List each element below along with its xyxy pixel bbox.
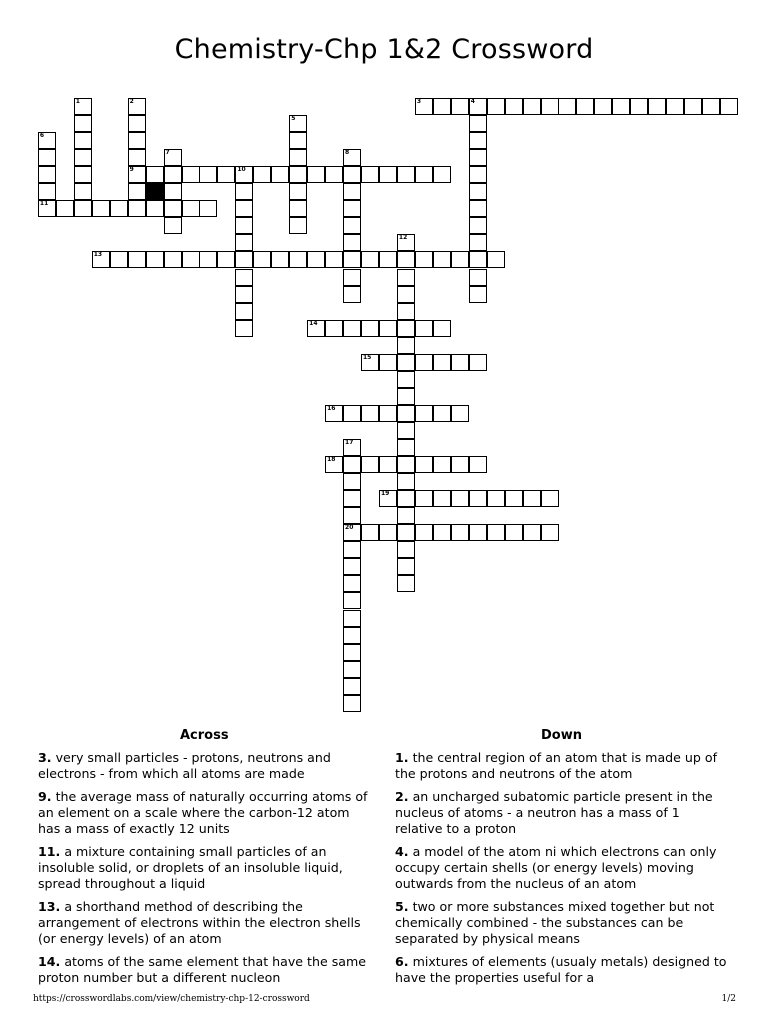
grid-cell[interactable]: [361, 456, 379, 473]
clue-number: 7: [165, 149, 170, 157]
grid-cell[interactable]: [469, 490, 487, 507]
clue-number: 5: [291, 115, 296, 123]
grid-cell[interactable]: [361, 320, 379, 337]
clue-number: 18: [327, 456, 336, 464]
grid-cell[interactable]: [128, 200, 146, 217]
clue-item: 11. a mixture containing small particles of an insoluble solid, or droplets of an insoluble liquid, spread throughout a liquid: [38, 844, 343, 891]
grid-cell[interactable]: [289, 251, 307, 268]
grid-cell[interactable]: [397, 524, 415, 541]
grid-cell[interactable]: [361, 405, 379, 422]
grid-cell[interactable]: [415, 354, 433, 371]
grid-cell[interactable]: [433, 320, 451, 337]
page-number: 1/2: [721, 994, 736, 1004]
grid-cell[interactable]: [451, 98, 469, 115]
grid-cell[interactable]: [523, 490, 541, 507]
grid-cell[interactable]: [397, 251, 415, 268]
clue-number: 17: [345, 439, 354, 446]
grid-cell[interactable]: [343, 524, 361, 541]
grid-cell[interactable]: [253, 166, 271, 183]
clue-number: 4: [470, 98, 475, 105]
grid-cell[interactable]: [325, 320, 343, 337]
grid-cell[interactable]: [630, 98, 648, 115]
footer-url[interactable]: https://crosswordlabs.com/view/chemistry-chp-12-crossword: [33, 994, 310, 1004]
grid-cell[interactable]: [235, 269, 253, 286]
grid-cell[interactable]: [469, 115, 487, 132]
grid-cell[interactable]: [379, 354, 397, 371]
grid-cell[interactable]: [523, 524, 541, 541]
grid-cell[interactable]: [235, 320, 253, 337]
clue-number: 11: [39, 200, 49, 208]
grid-cell[interactable]: [469, 217, 487, 234]
grid-cell[interactable]: [343, 405, 361, 422]
clue-number: 9: [129, 166, 134, 174]
clue-item: 1. the central region of an atom that is made up of the protons and neutrons of the atom: [395, 750, 718, 781]
grid-cell[interactable]: [325, 166, 343, 183]
grid-cell[interactable]: [469, 456, 487, 473]
grid-cell[interactable]: [182, 200, 200, 217]
grid-cell[interactable]: [235, 234, 253, 251]
grid-cell[interactable]: [110, 200, 128, 217]
grid-cell[interactable]: [397, 507, 415, 524]
grid-cell[interactable]: [397, 490, 415, 507]
clue-item: 6. mixtures of elements (usualy metals) designed to have the properties useful for a: [395, 954, 727, 985]
grid-cell[interactable]: [289, 115, 307, 132]
grid-cell[interactable]: [343, 644, 361, 661]
grid-cell[interactable]: [469, 132, 487, 149]
clue-number: 20: [345, 524, 354, 532]
grid-cell[interactable]: [397, 388, 415, 405]
grid-cell[interactable]: [289, 200, 307, 217]
grid-cell[interactable]: [487, 524, 505, 541]
grid-cell[interactable]: [415, 320, 433, 337]
clue-number: 19: [380, 490, 390, 498]
grid-cell[interactable]: [433, 490, 451, 507]
clue-number: 16: [327, 404, 336, 412]
grid-cell[interactable]: [343, 610, 361, 627]
grid-cell[interactable]: [505, 98, 523, 115]
grid-cell[interactable]: [541, 524, 559, 541]
grid-cell[interactable]: [451, 490, 469, 507]
grid-cell[interactable]: [397, 371, 415, 388]
across-clue-list: [38, 750, 373, 993]
grid-cell[interactable]: [307, 166, 325, 183]
grid-cell[interactable]: [146, 200, 164, 217]
grid-cell[interactable]: [343, 490, 361, 507]
grid-cell[interactable]: [343, 286, 361, 303]
grid-cell[interactable]: [92, 251, 110, 268]
grid-cell[interactable]: [128, 183, 146, 200]
grid-cell[interactable]: [415, 490, 433, 507]
grid-cell[interactable]: [164, 149, 182, 166]
clue-number: 10: [237, 166, 246, 174]
grid-cell[interactable]: [146, 251, 164, 268]
grid-cell[interactable]: [469, 183, 487, 200]
grid-cell[interactable]: [235, 166, 253, 183]
grid-cell[interactable]: [271, 166, 289, 183]
grid-cell[interactable]: [199, 251, 217, 268]
grid-cell[interactable]: [289, 132, 307, 149]
grid-cell[interactable]: [74, 98, 92, 115]
grid-cell[interactable]: [397, 354, 415, 371]
grid-cell[interactable]: [343, 695, 361, 712]
clue-item: 5. two or more substances mixed together but not chemically combined - the substances can be separated by physical means: [395, 899, 715, 946]
grid-cell[interactable]: [164, 251, 182, 268]
grid-cell[interactable]: [648, 98, 666, 115]
grid-cell[interactable]: [612, 98, 630, 115]
grid-cell[interactable]: [235, 251, 253, 268]
grid-cell[interactable]: [38, 166, 56, 183]
grid-cell[interactable]: [128, 115, 146, 132]
grid-cell[interactable]: [182, 166, 200, 183]
grid-cell[interactable]: [289, 217, 307, 234]
grid-cell[interactable]: [343, 507, 361, 524]
grid-cell[interactable]: [199, 200, 217, 217]
grid-cell[interactable]: [343, 251, 361, 268]
grid-cell[interactable]: [397, 166, 415, 183]
grid-cell[interactable]: [289, 166, 307, 183]
clue-number: 13: [93, 251, 103, 259]
clue-item: 3. very small particles - protons, neutrons and electrons - from which all atoms are made: [38, 750, 331, 781]
grid-cell[interactable]: [38, 149, 56, 166]
grid-cell[interactable]: [379, 251, 397, 268]
grid-cell[interactable]: [343, 558, 361, 575]
grid-cell[interactable]: [38, 132, 56, 149]
grid-cell[interactable]: [92, 200, 110, 217]
grid-cell[interactable]: [343, 541, 361, 558]
grid-cell[interactable]: [469, 251, 487, 268]
grid-cell[interactable]: [433, 354, 451, 371]
grid-cell[interactable]: [576, 98, 594, 115]
grid-cell[interactable]: [469, 200, 487, 217]
grid-cell[interactable]: [379, 524, 397, 541]
grid-cell[interactable]: [415, 98, 433, 115]
grid-cell[interactable]: [433, 524, 451, 541]
grid-cell[interactable]: [343, 149, 361, 166]
grid-cell[interactable]: [74, 115, 92, 132]
grid-cell[interactable]: [451, 251, 469, 268]
grid-cell[interactable]: [433, 456, 451, 473]
grid-cell[interactable]: [702, 98, 720, 115]
grid-cell[interactable]: [451, 456, 469, 473]
clue-item: 9. the average mass of naturally occurring atoms of an element on a scale where the carbon-12 atom has a mass of exactly 12 units: [38, 789, 368, 836]
grid-cell[interactable]: [235, 303, 253, 320]
grid-cell[interactable]: [343, 234, 361, 251]
grid-cell[interactable]: [307, 251, 325, 268]
grid-cell[interactable]: [451, 405, 469, 422]
grid-cell[interactable]: [325, 251, 343, 268]
grid-cell[interactable]: [74, 149, 92, 166]
grid-cell[interactable]: [397, 303, 415, 320]
clue-item: 4. a model of the atom ni which electrons can only occupy certain shells (or energy levels) moving outwards from the nucleus of an atom: [395, 844, 717, 891]
grid-cell[interactable]: [433, 405, 451, 422]
grid-cell[interactable]: [415, 166, 433, 183]
grid-cell[interactable]: [325, 456, 343, 473]
grid-cell[interactable]: [415, 456, 433, 473]
grid-cell[interactable]: [451, 524, 469, 541]
grid-cell[interactable]: [361, 166, 379, 183]
grid-cell[interactable]: [128, 132, 146, 149]
grid-cell[interactable]: [343, 592, 361, 609]
grid-cell[interactable]: [235, 217, 253, 234]
grid-cell[interactable]: [469, 98, 487, 115]
grid-cell[interactable]: [325, 405, 343, 422]
grid-cell[interactable]: [541, 490, 559, 507]
clue-number: 14: [309, 319, 318, 327]
grid-cell[interactable]: [397, 320, 415, 337]
grid-cell[interactable]: [38, 200, 56, 217]
grid-cell[interactable]: [397, 405, 415, 422]
grid-cell[interactable]: [74, 132, 92, 149]
grid-cell[interactable]: [164, 217, 182, 234]
grid-cell[interactable]: [343, 678, 361, 695]
grid-cell[interactable]: [505, 524, 523, 541]
clue-number: 12: [398, 234, 408, 242]
grid-cell[interactable]: [343, 627, 361, 644]
grid-cell[interactable]: [397, 234, 415, 251]
grid-cell[interactable]: [343, 473, 361, 490]
grid-cell[interactable]: [343, 217, 361, 234]
clue-number: 1: [75, 98, 80, 105]
grid-cell[interactable]: [235, 183, 253, 200]
grid-cell[interactable]: [720, 98, 738, 115]
grid-cell[interactable]: [110, 251, 128, 268]
down-clue-list: [395, 750, 730, 993]
grid-cell[interactable]: [469, 354, 487, 371]
clue-number: 3: [416, 98, 422, 105]
grid-cell[interactable]: [558, 98, 576, 115]
grid-cell[interactable]: [487, 98, 505, 115]
grid-cell[interactable]: [343, 183, 361, 200]
grid-cell[interactable]: [469, 524, 487, 541]
grid-cell[interactable]: [217, 166, 235, 183]
grid-cell[interactable]: [146, 166, 164, 183]
grid-cell[interactable]: [56, 200, 74, 217]
grid-cell[interactable]: [541, 98, 559, 115]
clue-number: 8: [345, 149, 350, 157]
grid-cell[interactable]: [469, 286, 487, 303]
grid-cell[interactable]: [38, 183, 56, 200]
grid-cell[interactable]: [235, 200, 253, 217]
grid-cell[interactable]: [397, 439, 415, 456]
grid-cell[interactable]: [397, 456, 415, 473]
grid-cell[interactable]: [343, 575, 361, 592]
grid-cell[interactable]: [217, 251, 235, 268]
grid-cell[interactable]: [397, 473, 415, 490]
grid-cell[interactable]: [469, 269, 487, 286]
grid-cell[interactable]: [415, 251, 433, 268]
grid-cell[interactable]: [182, 251, 200, 268]
grid-cell[interactable]: [397, 541, 415, 558]
grid-cell[interactable]: [505, 490, 523, 507]
grid-cell[interactable]: [343, 439, 361, 456]
grid-cell[interactable]: [128, 166, 146, 183]
grid-cell[interactable]: [74, 166, 92, 183]
grid-cell[interactable]: [379, 405, 397, 422]
grid-cell[interactable]: [397, 286, 415, 303]
grid-cell[interactable]: [128, 149, 146, 166]
grid-cell[interactable]: [433, 251, 451, 268]
grid-cell[interactable]: [361, 524, 379, 541]
grid-cell[interactable]: [361, 354, 379, 371]
grid-cell[interactable]: [164, 200, 182, 217]
grid-cell[interactable]: [128, 98, 146, 115]
grid-cell[interactable]: [164, 183, 182, 200]
grid-cell[interactable]: [469, 149, 487, 166]
down-heading: Down: [541, 728, 582, 743]
grid-cell[interactable]: [487, 251, 505, 268]
grid-cell[interactable]: [469, 234, 487, 251]
grid-cell[interactable]: [433, 166, 451, 183]
grid-cell[interactable]: [343, 166, 361, 183]
grid-cell[interactable]: [397, 269, 415, 286]
clue-item: 14. atoms of the same element that have the same proton number but a different nucleon: [38, 954, 366, 985]
grid-cell[interactable]: [379, 320, 397, 337]
clue-item: 13. a shorthand method of describing the arrangement of electrons within the electron shells (or energy levels) of an atom: [38, 899, 361, 946]
page-title: Chemistry-Chp 1&2 Crossword: [174, 34, 594, 65]
grid-cell[interactable]: [271, 251, 289, 268]
grid-cell[interactable]: [343, 269, 361, 286]
grid-cell[interactable]: [451, 354, 469, 371]
grid-cell[interactable]: [253, 251, 271, 268]
clue-number: 6: [39, 132, 45, 140]
grid-cell[interactable]: [684, 98, 702, 115]
across-heading: Across: [180, 728, 229, 743]
grid-cell[interactable]: [523, 98, 541, 115]
grid-cell[interactable]: [487, 490, 505, 507]
clue-number: 2: [129, 98, 134, 105]
grid-cell[interactable]: [379, 456, 397, 473]
grid-cell[interactable]: [343, 320, 361, 337]
grid-cell[interactable]: [74, 183, 92, 200]
grid-cell[interactable]: [164, 166, 182, 183]
grid-cell[interactable]: [379, 166, 397, 183]
grid-cell[interactable]: [594, 98, 612, 115]
grid-cell[interactable]: [361, 251, 379, 268]
grid-cell[interactable]: [289, 183, 307, 200]
grid-cell[interactable]: [433, 98, 451, 115]
grid-cell[interactable]: [235, 286, 253, 303]
grid-cell[interactable]: [397, 337, 415, 354]
grid-cell[interactable]: [74, 200, 92, 217]
grid-cell[interactable]: [343, 661, 361, 678]
grid-cell[interactable]: [666, 98, 684, 115]
grid-cell[interactable]: [307, 320, 325, 337]
grid-cell[interactable]: [397, 575, 415, 592]
grid-cell[interactable]: [415, 405, 433, 422]
grid-cell[interactable]: [199, 166, 217, 183]
grid-cell[interactable]: [128, 251, 146, 268]
grid-cell[interactable]: [397, 558, 415, 575]
clue-item: 2. an uncharged subatomic particle present in the nucleus of atoms - a neutron has a mass of 1 relative to a proton: [395, 789, 713, 836]
grid-cell[interactable]: [397, 422, 415, 439]
grid-cell[interactable]: [469, 166, 487, 183]
clue-number: 15: [363, 353, 372, 361]
grid-cell[interactable]: [343, 456, 361, 473]
grid-cell[interactable]: [415, 524, 433, 541]
grid-cell[interactable]: [343, 200, 361, 217]
grid-cell[interactable]: [379, 490, 397, 507]
grid-cell[interactable]: [289, 149, 307, 166]
black-square: [146, 183, 164, 200]
